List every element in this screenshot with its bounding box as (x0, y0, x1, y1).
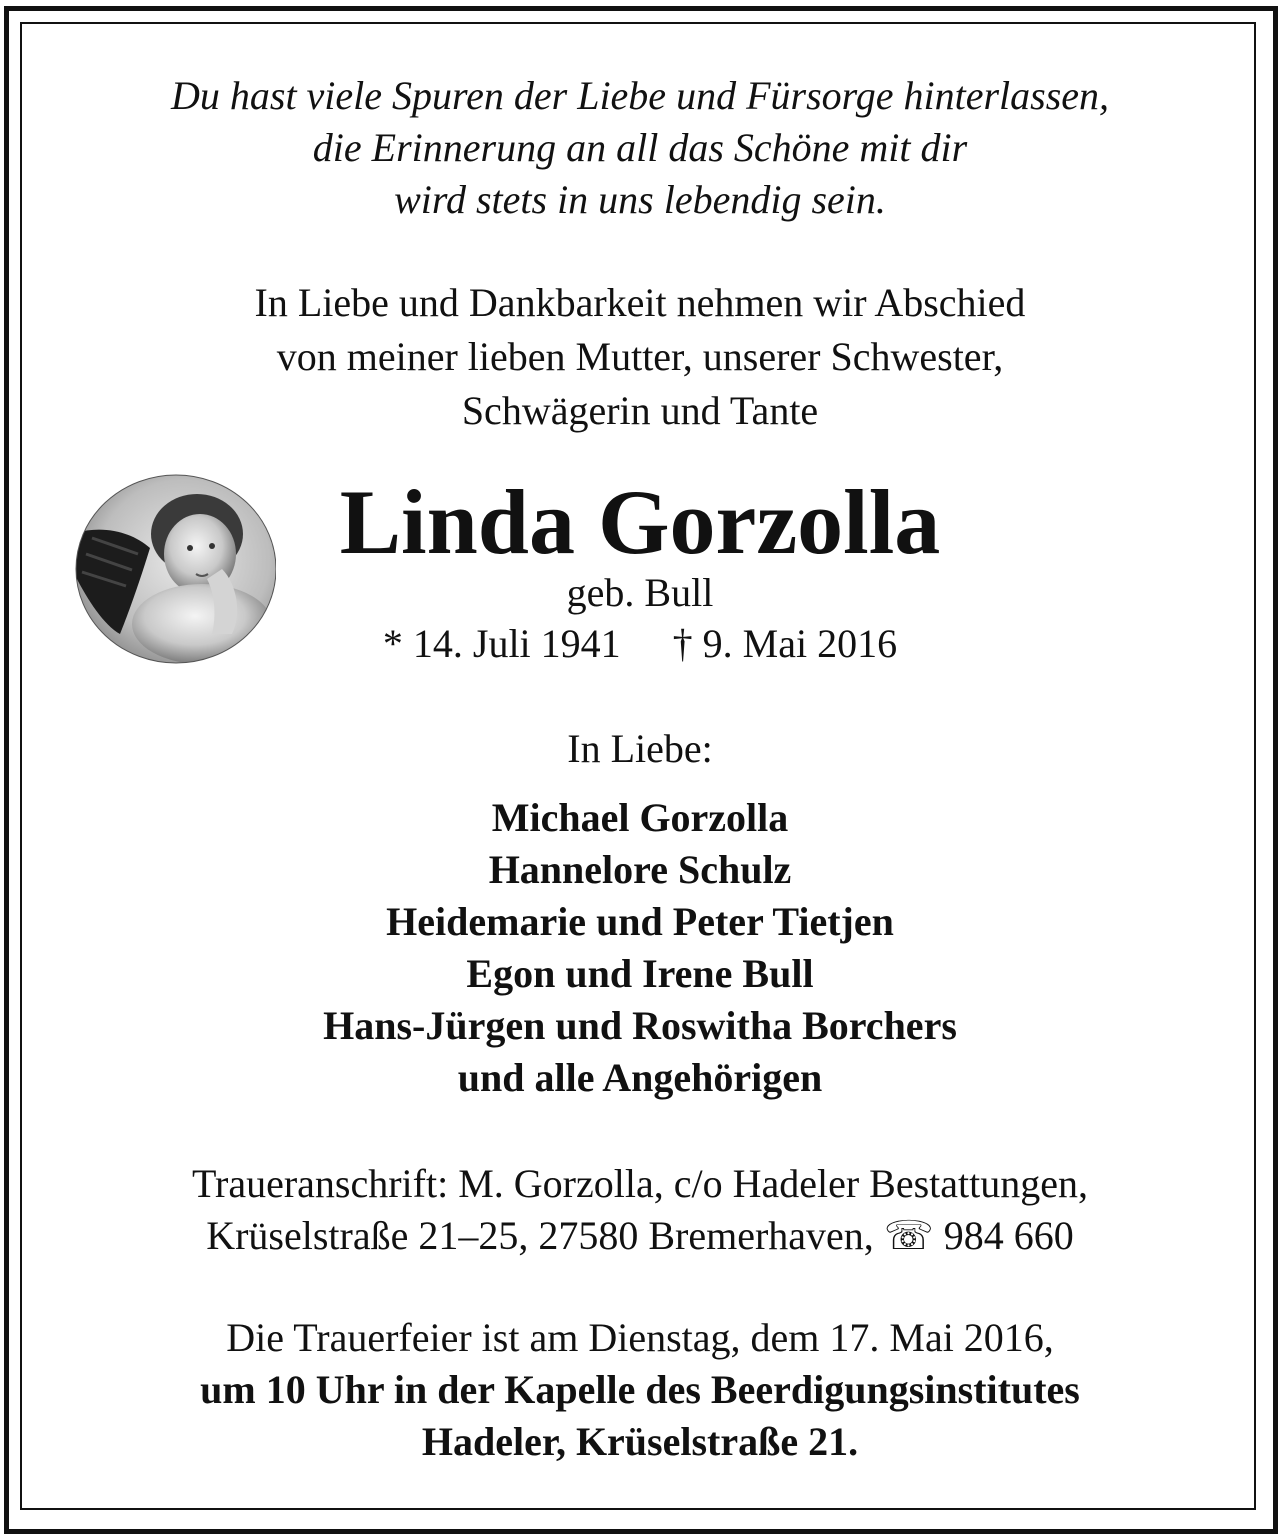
mourner-name: Hannelore Schulz (488, 847, 792, 892)
service-time-place: um 10 Uhr in der Kapelle des Beerdigungsinstitutes (200, 1367, 1080, 1412)
mourning-address (0, 1158, 1280, 1262)
mourner-name: Egon und Irene Bull (466, 951, 814, 996)
mourner-name: Heidemarie und Peter Tietjen (386, 899, 894, 944)
life-dates (0, 618, 1280, 670)
birth-name: geb. Bull (566, 570, 714, 615)
motto-line: Du hast viele Spuren der Liebe und Fürsorge hinterlassen, (170, 73, 1110, 118)
death-date: † 9. Mai 2016 (672, 621, 898, 666)
intro-line: von meiner lieben Mutter, unserer Schwester, (276, 334, 1004, 379)
address-line: Krüselstraße 21–25, 27580 Bremerhaven, ☏ 984 660 (206, 1213, 1074, 1258)
mourner-name: Michael Gorzolla (491, 795, 789, 840)
mourners-heading: In Liebe: (567, 726, 713, 771)
service-address: Hadeler, Krüselstraße 21. (421, 1419, 859, 1464)
motto-verse (0, 70, 1280, 226)
mourner-name: und alle Angehörigen (457, 1055, 823, 1100)
mourners-list (0, 792, 1280, 1104)
funeral-service-info (0, 1312, 1280, 1468)
intro-line: Schwägerin und Tante (461, 388, 819, 433)
address-line: Traueranschrift: M. Gorzolla, c/o Hadeler Bestattungen, (191, 1161, 1089, 1206)
deceased-name: Linda Gorzolla (339, 471, 941, 573)
birth-date: * 14. Juli 1941 (382, 621, 621, 666)
motto-line: wird stets in uns lebendig sein. (394, 177, 886, 222)
farewell-intro (0, 276, 1280, 438)
service-date: Die Trauerfeier ist am Dienstag, dem 17. Mai 2016, (226, 1315, 1054, 1360)
mourner-name: Hans-Jürgen und Roswitha Borchers (323, 1003, 957, 1048)
motto-line: die Erinnerung an all das Schöne mit dir (312, 125, 968, 170)
intro-line: In Liebe und Dankbarkeit nehmen wir Abschied (254, 280, 1026, 325)
